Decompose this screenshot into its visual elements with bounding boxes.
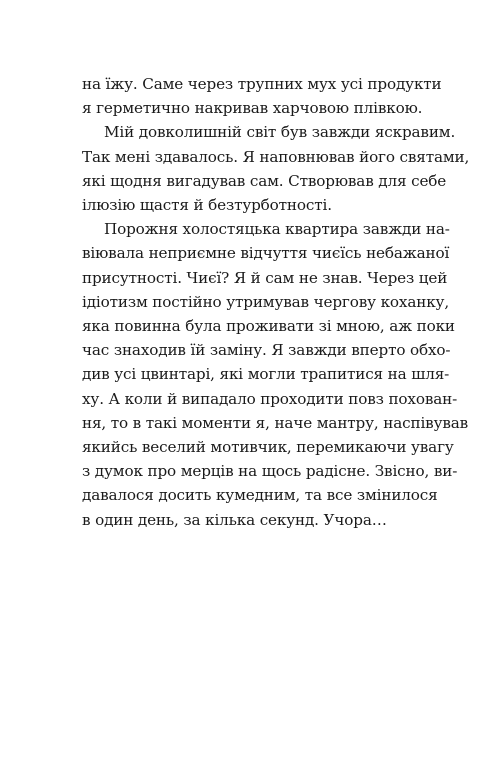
- text-line: яка повинна була проживати зі мною, аж поки: [82, 317, 455, 336]
- text-line: які щодня вигадував сам. Створював для себе: [82, 171, 447, 190]
- text-line: ідіотизм постійно утримував чергову коханку,: [82, 292, 450, 311]
- text-line: Мій довколишній світ був завжди яскравим.: [104, 123, 456, 142]
- text-line: присутності. Чиєї? Я й сам не знав. Через цей: [82, 268, 448, 287]
- text-line: віювала неприємне відчуття чиєїсь небажаної: [82, 244, 450, 263]
- book-page-text: [82, 72, 470, 532]
- text-line: ху. А коли й випадало проходити повз похован-: [82, 389, 458, 408]
- text-line: час знаходив їй заміну. Я завжди вперто обхо-: [82, 341, 451, 360]
- text-line: на їжу. Саме через трупних мух усі продукти: [82, 75, 442, 93]
- text-line: давалося досить кумедним, та все змінилося: [82, 486, 438, 505]
- text-line: див усі цвинтарі, які могли трапитися на шля-: [82, 365, 450, 384]
- text-line: з думок про мерців на щось радісне. Звісно, ви-: [82, 462, 458, 481]
- text-line: якийсь веселий мотивчик, перемикаючи увагу: [82, 438, 454, 457]
- text-line: Порожня холостяцька квартира завжди на-: [104, 220, 450, 239]
- text-line: я герметично накривав харчовою плівкою.: [82, 99, 423, 118]
- text-line: Так мені здавалось. Я наповнював його святами,: [82, 147, 470, 166]
- text-line: ілюзію щастя й безтурботності.: [82, 196, 332, 215]
- text-line: ня, то в такі моменти я, наче мантру, наспівував: [82, 413, 469, 432]
- text-line: в один день, за кілька секунд. Учора…: [82, 510, 387, 529]
